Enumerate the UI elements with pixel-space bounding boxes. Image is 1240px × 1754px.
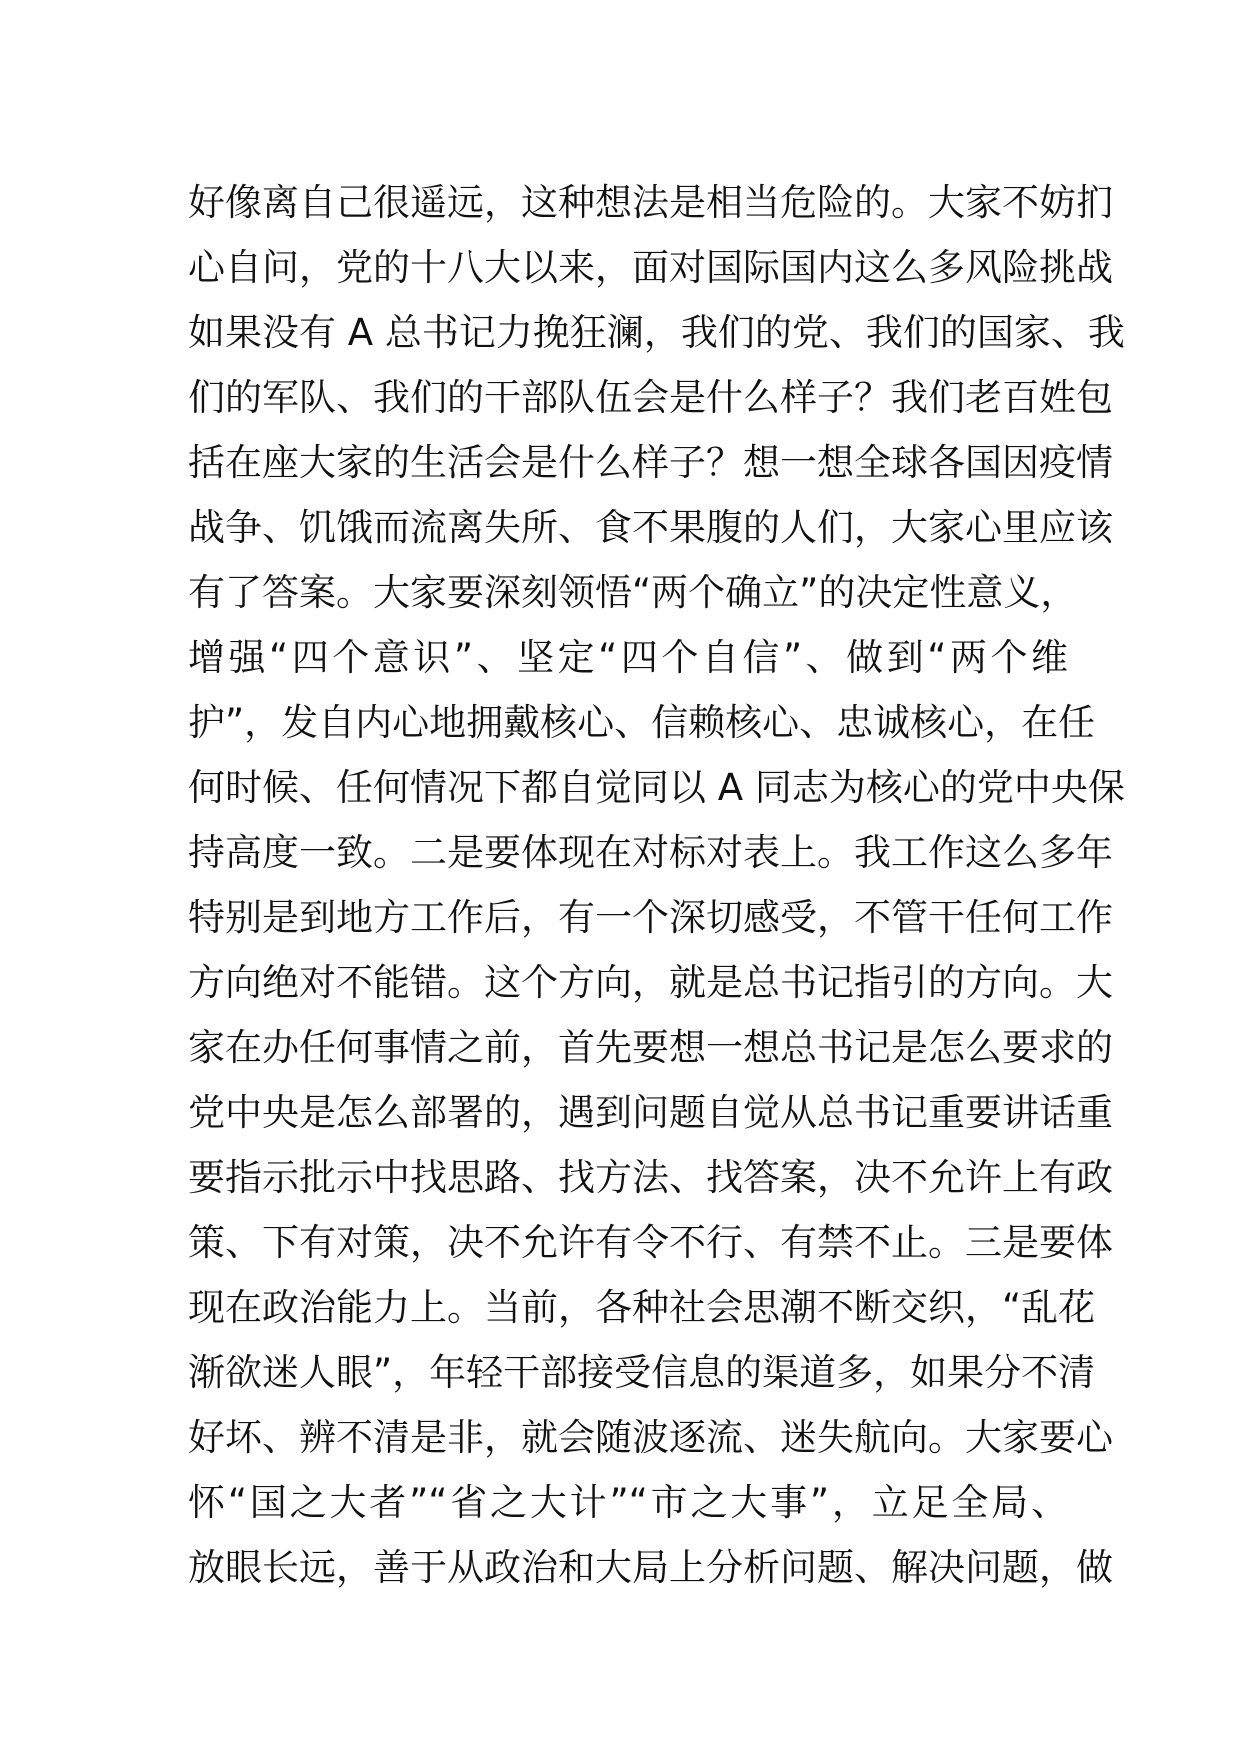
body-paragraph bbox=[188, 170, 1125, 1600]
text-line: 何时候、任何情况下都自觉同以 A 同志为核心的党中央保 bbox=[188, 766, 1125, 809]
text-line: 好坏、辨不清是非，就会随波逐流、迷失航向。大家要心 bbox=[188, 1416, 1113, 1459]
text-line: 策、下有对策，决不允许有令不行、有禁不止。三是要体 bbox=[188, 1221, 1113, 1264]
text-line: 家在办任何事情之前，首先要想一想总书记是怎么要求的 bbox=[188, 1026, 1113, 1069]
text-line: 增强“四个意识”、坚定“四个自信”、做到“两个维 bbox=[188, 636, 1068, 679]
text-line: 方向绝对不能错。这个方向，就是总书记指引的方向。大 bbox=[188, 961, 1113, 1004]
text-line: 要指示批示中找思路、找方法、找答案，决不允许上有政 bbox=[188, 1156, 1113, 1199]
text-line: 如果没有 A 总书记力挽狂澜，我们的党、我们的国家、我 bbox=[188, 311, 1125, 354]
text-line: 放眼长远，善于从政治和大局上分析问题、解决问题，做 bbox=[188, 1546, 1113, 1589]
text-line: 心自问，党的十八大以来，面对国际国内这么多风险挑战 bbox=[188, 246, 1113, 289]
text-line: 渐欲迷人眼”，年轻干部接受信息的渠道多，如果分不清 bbox=[188, 1351, 1096, 1394]
text-line: 好像离自己很遥远，这种想法是相当危险的。大家不妨扪 bbox=[188, 181, 1113, 224]
text-line: 们的军队、我们的干部队伍会是什么样子？我们老百姓包 bbox=[188, 376, 1113, 419]
text-line: 有了答案。大家要深刻领悟“两个确立”的决定性意义， bbox=[188, 571, 1078, 614]
text-line: 持高度一致。二是要体现在对标对表上。我工作这么多年 bbox=[188, 831, 1113, 874]
text-line: 护”，发自内心地拥戴核心、信赖核心、忠诚核心，在任 bbox=[188, 701, 1096, 744]
text-line: 党中央是怎么部署的，遇到问题自觉从总书记重要讲话重 bbox=[188, 1091, 1113, 1134]
text-line: 怀“国之大者”“省之大计”“市之大事”，立足全局、 bbox=[188, 1481, 1068, 1524]
text-line: 战争、饥饿而流离失所、食不果腹的人们，大家心里应该 bbox=[188, 506, 1113, 549]
text-line: 现在政治能力上。当前，各种社会思潮不断交织，“乱花 bbox=[188, 1286, 1096, 1329]
text-line: 特别是到地方工作后，有一个深切感受，不管干任何工作 bbox=[188, 896, 1113, 939]
text-line: 括在座大家的生活会是什么样子？想一想全球各国因疫情 bbox=[188, 441, 1113, 484]
